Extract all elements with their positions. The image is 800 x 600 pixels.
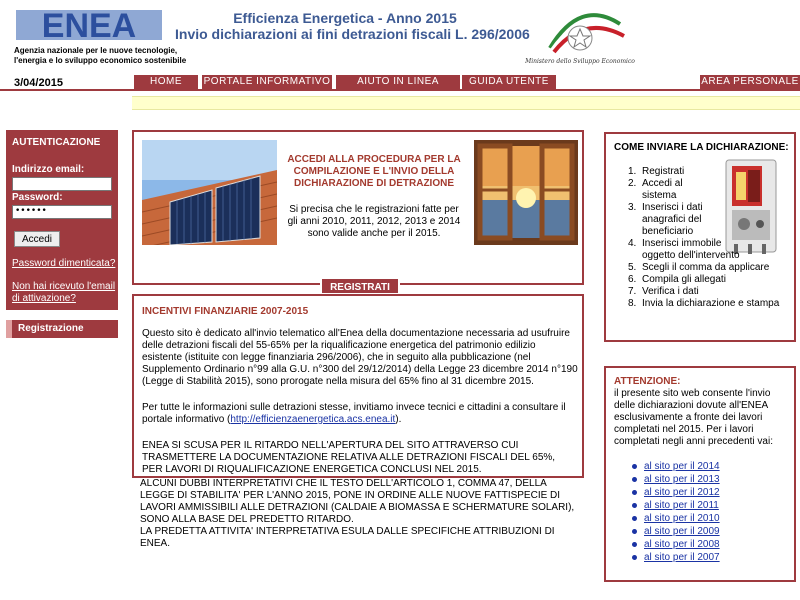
forgot-password-link[interactable]: Password dimenticata? [12,258,116,269]
list-item: 1. Registrati [628,166,685,177]
list-item: 2. Accedi al sistema [628,178,683,201]
list-item: 5. Scegli il comma da applicare [628,262,770,273]
bullet-icon [632,477,637,482]
list-item [632,486,792,499]
bullet-icon [632,529,637,534]
link-year-2007[interactable]: al sito per il 2007 [644,552,720,563]
window-image [474,140,578,245]
enea-logo[interactable] [14,6,187,68]
email-label: Indirizzo email: [12,164,85,175]
nav-portale-informativo[interactable]: PORTALE INFORMATIVO [203,76,331,87]
access-box [132,130,584,285]
page-title: Efficienza Energetica - Anno 2015 [233,10,457,26]
link-year-2008[interactable]: al sito per il 2008 [644,539,720,550]
bullet-icon [632,490,637,495]
how-to-steps [628,166,796,310]
page-subtitle: Invio dichiarazioni ai fini detrazioni fiscali L. 296/2006 [175,26,530,42]
sidebar-item-registrazione[interactable]: Registrazione [6,320,118,338]
login-panel [6,130,118,310]
list-item: 4. Inserisci immobile oggetto dell'intervento [628,238,740,261]
list-item [632,499,792,512]
list-item: 7. Verifica i dati [628,286,699,297]
logo-tagline-1: Agenzia nazionale per le nuove tecnologie, [14,46,178,55]
how-to-title: COME INVIARE LA DICHIARAZIONE: [614,142,789,153]
list-item [632,512,792,525]
register-button[interactable]: REGISTRATI [320,277,400,295]
how-to-box [604,132,796,342]
incentives-box [132,294,584,478]
bullet-icon [632,516,637,521]
logo-word: ENEA [41,7,137,42]
ministry-caption: Ministero dello Sviluppo Economico [525,58,635,65]
list-item: 8. Invia la dichiarazione e stampa [628,298,780,309]
bullet-icon [632,542,637,547]
resend-activation-link[interactable]: Non hai ricevuto l'email di attivazione? [12,281,116,304]
access-note: Si precisa che le registrazioni fatte per gli anni 2010, 2011, 2012, 2013 e 2014 sono valide anche per il 2015. [287,204,461,239]
incentives-description: Questo sito è dedicato all'invio telematico all'Enea della documentazione necessaria ad usufruire delle detrazioni fiscali del 55-65% per la riqualificazione energetica del patrimonio edilizio esistente (istituite con legge finanziaria 296/2006), che in seguito alla pubblicazione (nel Supplemento Ordinario n°99 alla G.U. n°300 del 29/12/2014) della Legge 23 dicembre 2014 n°190 (Legge di Stabilità 2015), sono prorogate nella misura del 65% fino al 31 dicembre 2015. [142,328,578,387]
link-year-2014[interactable]: al sito per il 2014 [644,461,720,472]
link-year-2011[interactable]: al sito per il 2011 [644,500,719,511]
italy-emblem-icon [520,4,640,58]
bullet-icon [632,555,637,560]
portal-info-close: ). [395,414,402,425]
list-item [632,473,792,486]
nav-aiuto-in-linea[interactable]: AIUTO IN LINEA [336,75,460,89]
access-heading[interactable]: ACCEDI ALLA PROCEDURA PER LA COMPILAZIONE E L'INVIO DELLA DICHIARAZIONE DI DETRAZIONE [287,154,461,189]
nav-guida-utente[interactable]: GUIDA UTENTE [462,75,556,89]
attention-box [604,366,796,582]
password-field[interactable]: •••••• [12,205,112,219]
portal-info-paragraph [142,402,578,426]
portal-info-text: Per tutte le informazioni sulle detrazioni stesse, invitiamo invece tecnici e cittadini a consultare il portale informativo ( [142,402,566,425]
nav-home[interactable]: HOME [134,75,198,89]
notice-bar [132,96,800,110]
login-title: AUTENTICAZIONE [12,137,101,148]
list-item [632,525,792,538]
portal-link[interactable]: http://efficienzaenergetica.acs.enea.it [230,414,396,425]
link-year-2010[interactable]: al sito per il 2010 [644,513,720,524]
password-label: Password: [12,192,63,203]
list-item [632,551,792,564]
list-item [632,538,792,551]
bullet-icon [632,464,637,469]
apology-notice: ENEA SI SCUSA PER IL RITARDO NELL'APERTURA DEL SITO ATTRAVERSO CUI TRASMETTERE LA DOCUMENTAZIONE RELATIVA ALLE DETRAZIONI FISCALI DEL 65%, PER LAVORI DI RIQUALIFICAZIONE ENERGETICA CONCLUSI NEL 2015. [142,440,556,475]
interpretation-footer: LA PREDETTA ATTIVITA' INTERPRETATIVA ESULA DALLE SPECIFICHE ATTRIBUZIONI DI ENEA. [140,526,555,549]
logo-tagline-2: l'energia e lo sviluppo economico sostenibile [14,56,187,65]
nav-divider [0,89,800,91]
link-year-2009[interactable]: al sito per il 2009 [644,526,720,537]
email-field[interactable] [12,177,112,191]
link-year-2012[interactable]: al sito per il 2012 [644,487,720,498]
list-item: 6. Compila gli allegati [628,274,726,285]
previous-years-list [632,460,792,564]
enea-logo-mark [14,6,164,42]
attention-text: il presente sito web consente l'invio delle dichiarazioni dovute all'ENEA esclusivamente a fronte dei lavori completati nel 2015. Per i lavori completati negli anni precedenti vai: [614,388,773,447]
nav-area-personale[interactable]: AREA PERSONALE [701,76,799,87]
current-date: 3/04/2015 [14,77,63,89]
bullet-icon [632,503,637,508]
list-item [632,460,792,473]
link-year-2013[interactable]: al sito per il 2013 [644,474,720,485]
attention-title: ATTENZIONE: [614,376,681,387]
login-button[interactable]: Accedi [14,231,60,247]
list-item: 3. Inserisci i dati anagrafici del beneficiario [628,202,703,237]
incentives-title: INCENTIVI FINANZIARIE 2007-2015 [142,306,309,317]
ministry-logo [520,4,640,68]
solar-panel-image [142,140,277,245]
interpretation-notice: ALCUNI DUBBI INTERPRETATIVI CHE IL TESTO DELL'ARTICOLO 1, COMMA 47, DELLA LEGGE DI STABILITA' PER L'ANNO 2015, PONE IN ORDINE ALLE NUOVE FATTISPECIE DI LAVORI AMMISSIBILI ALLE DETRAZIONI (CALDAIE A BIOMASSA E SCHERMATURE SOLARI), SONO ALLA BASE DEL PREDETTO RITARDO. [140,478,575,525]
